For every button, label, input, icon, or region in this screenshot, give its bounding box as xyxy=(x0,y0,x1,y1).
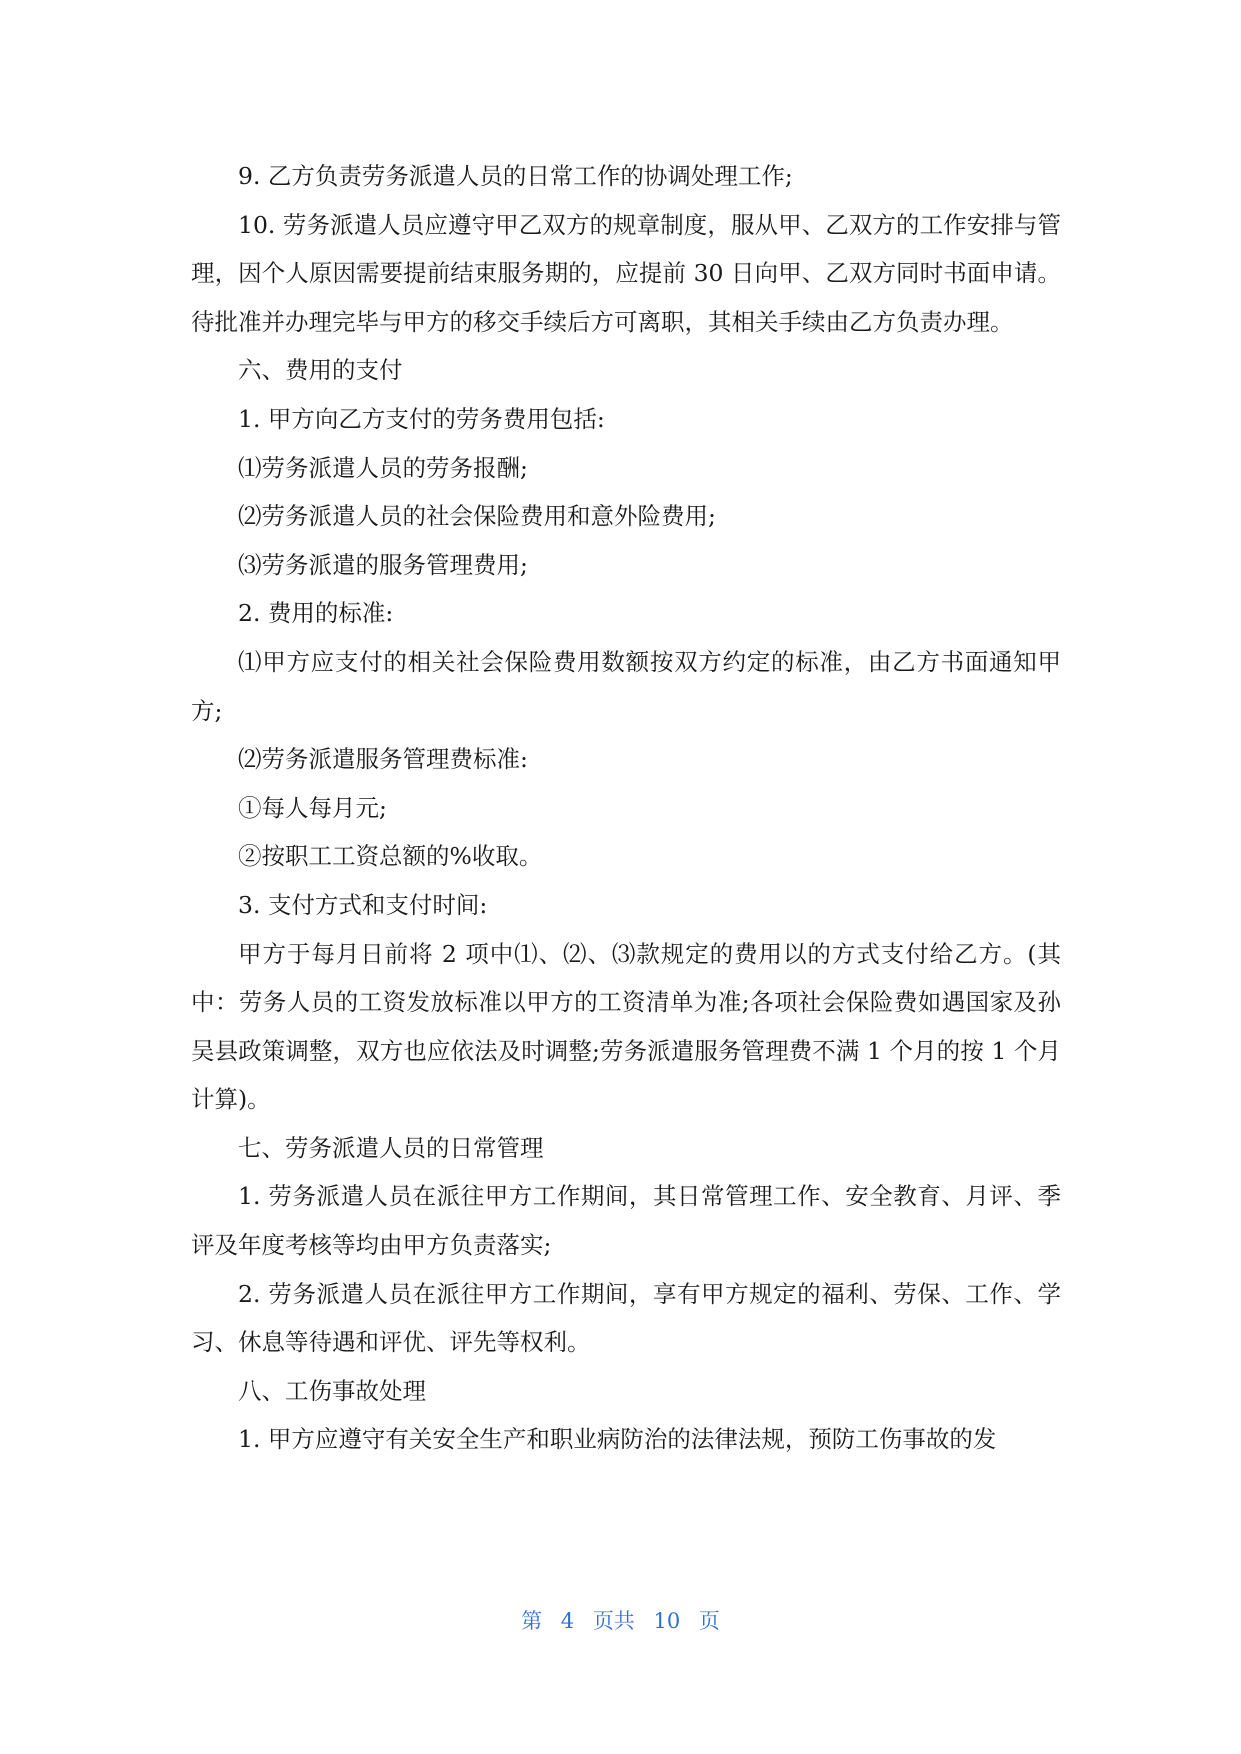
paragraph: 9. 乙方负责劳务派遣人员的日常工作的协调处理工作; xyxy=(238,162,793,190)
document-body xyxy=(191,152,1061,1464)
paragraph: 3. 支付方式和支付时间: xyxy=(238,890,488,919)
section-heading: 六、费用的支付 xyxy=(238,356,403,385)
paragraph: 1. 甲方应遵守有关安全生产和职业病防治的法律法规，预防工伤事故的发 xyxy=(238,1425,997,1454)
section-heading: 八、工伤事故处理 xyxy=(238,1376,426,1405)
paragraph: 2. 费用的标准: xyxy=(238,599,394,628)
footer-prefix: 第 xyxy=(521,1609,543,1633)
paragraph: ①每人每月元; xyxy=(238,793,387,822)
paragraph: ⑴甲方应支付的相关社会保险费用数额按双方约定的标准，由乙方书面通知甲方; xyxy=(191,647,1061,725)
paragraph: 10. 劳务派遣人员应遵守甲乙双方的规章制度，服从甲、乙双方的工作安排与管理，因个人原因需要提前结束服务期的，应提前 30 日向甲、乙双方同时书面申请。待批准并办理完毕与甲方的移交手续后方可离职，其相关手续由乙方负责办理。 xyxy=(191,210,1061,336)
section-heading: 七、劳务派遣人员的日常管理 xyxy=(238,1133,544,1162)
page-footer xyxy=(0,1605,1241,1635)
paragraph: ⑵劳务派遣服务管理费标准: xyxy=(238,745,528,774)
paragraph: 甲方于每月日前将 2 项中⑴、⑵、⑶款规定的费用以的方式支付给乙方。(其中：劳务人员的工资发放标准以甲方的工资清单为准;各项社会保险费如遇国家及孙吴县政策调整，双方也应依法及时调整;劳务派遣服务管理费不满 1 个月的按 1 个月计算)。 xyxy=(191,939,1061,1114)
footer-middle: 页共 xyxy=(592,1609,635,1633)
paragraph: 1. 甲方向乙方支付的劳务费用包括: xyxy=(238,404,605,433)
paragraph: ⑴劳务派遣人员的劳务报酬; xyxy=(238,453,528,482)
total-page-count: 10 xyxy=(653,1609,681,1633)
paragraph: ②按职工工资总额的%收取。 xyxy=(238,842,543,871)
current-page-number: 4 xyxy=(560,1609,575,1633)
footer-suffix: 页 xyxy=(698,1609,720,1633)
paragraph: ⑶劳务派遣的服务管理费用; xyxy=(238,550,528,579)
paragraph: 2. 劳务派遣人员在派往甲方工作期间，享有甲方规定的福利、劳保、工作、学习、休息等待遇和评优、评先等权利。 xyxy=(191,1279,1061,1357)
paragraph: ⑵劳务派遣人员的社会保险费用和意外险费用; xyxy=(238,502,716,531)
paragraph: 1. 劳务派遣人员在派往甲方工作期间，其日常管理工作、安全教育、月评、季评及年度考核等均由甲方负责落实; xyxy=(191,1182,1061,1260)
